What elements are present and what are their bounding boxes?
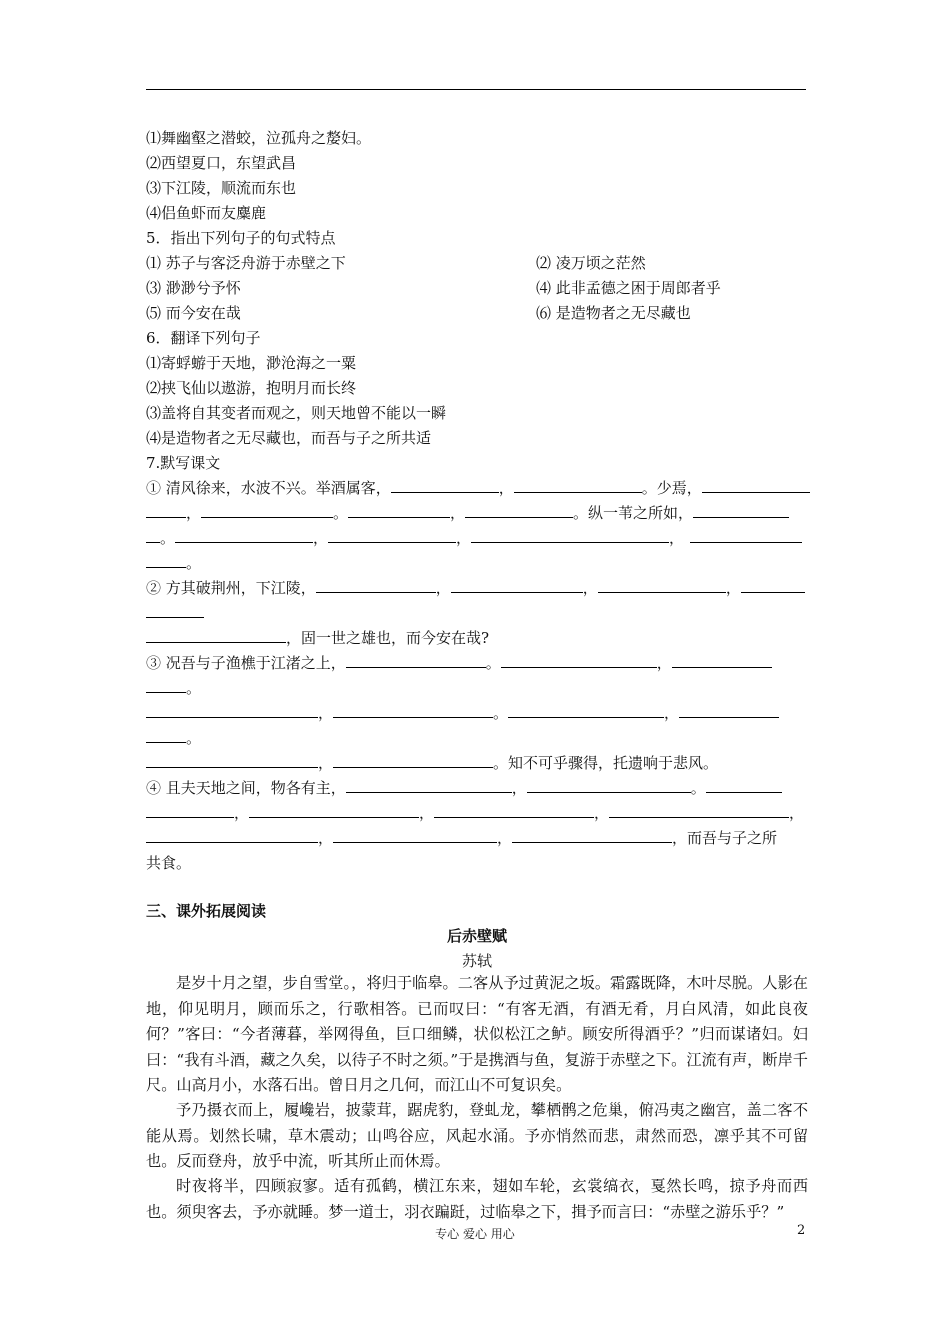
q7-p1-head: ① 清风徐来，水波不兴。举酒属客， [146,479,391,497]
q4-item-4: ⑷侣鱼虾而友麋鹿 [146,204,267,222]
period: 。 [160,529,176,547]
comma: ， [594,804,610,822]
comma: ， [664,704,680,722]
blank[interactable] [346,778,512,793]
header-rule [146,89,806,90]
q7-p4-head: ④ 且夫天地之间，物各有主， [146,779,346,797]
q7-p3-line4 [146,728,808,748]
comma: ， [511,779,527,797]
blank[interactable] [706,778,782,793]
blank[interactable] [693,503,789,518]
comma: ， [435,579,451,597]
q5-row-3 [146,303,808,323]
q5-row-2 [146,278,808,298]
poem-title: 后赤壁赋 [446,927,507,945]
period: 。 [333,504,349,522]
blank[interactable] [146,728,186,743]
blank[interactable] [333,828,497,843]
poem-paragraph-1: 是岁十月之望，步自雪堂。，将归于临皋。二客从予过黄泥之坂。霜露既降，木叶尽脱。人影在地，仰见明月，顾而乐之，行歌相答。已而叹曰：“有客无酒，有酒无肴，月白风清，如此良夜何？”客曰：“今者薄暮，举网得鱼，巨口细鳞，状似松江之鲈。顾安所得酒乎？”归而谋诸妇。妇曰：“我有斗酒，藏之久矣，以待子不时之须。”于是携酒与鱼，复游于赤壁之下。江流有声，断岸千尺。山高月小，水落石出。曾日月之几何，而江山不可复识矣。 [146,974,808,1094]
q4-item-2: ⑵西望夏口，东望武昌 [146,154,297,172]
q5-item-3: ⑶ 渺渺兮予怀 [146,279,241,297]
period: 。 [186,554,202,572]
q4-item-3: ⑶下江陵，顺流而东也 [146,179,297,197]
q7-p1-shao: 。少焉， [641,479,702,497]
blank[interactable] [316,578,436,593]
comma: ， [497,829,513,847]
q7-p1-line2 [146,503,808,523]
blank[interactable] [514,478,642,493]
blank[interactable] [146,703,318,718]
blank[interactable] [741,578,805,593]
comma: ， [186,504,202,522]
q7-p3-line2 [146,678,808,698]
blank[interactable] [527,778,691,793]
blank[interactable] [508,703,664,718]
comma: ， [419,804,435,822]
q7-p1-line3 [146,528,808,548]
q5-row-1 [146,253,808,273]
comma: ， [234,804,250,822]
q7-p4-end: 共食。 [146,854,192,872]
comma: ， [789,804,805,822]
blank[interactable] [690,528,802,543]
poem-paragraph-2: 予乃摄衣而上，履巉岩，披蒙茸，踞虎豹，登虬龙，攀栖鹘之危巢，俯冯夷之幽宫，盖二客不能从焉。划然长啸，草木震动；山鸣谷应，风起水涌。予亦悄然而悲，肃然而恐，凛乎其不可留也。反而登舟，放乎中流，听其所止而休焉。 [146,1101,808,1170]
blank[interactable] [501,653,657,668]
q7-p3-tail: 。知不可乎骤得，托遗响于悲风。 [493,754,719,772]
poem-paragraph-3: 时夜将半，四顾寂寥。适有孤鹤，横江东来，翅如车轮，玄裳缟衣，戛然长鸣，掠予舟而西也。须臾客去，予亦就睡。梦一道士，羽衣蹁跹，过临皋之下，揖予而言曰：“赤壁之游乐乎？” [146,1177,808,1221]
blank[interactable] [146,553,186,568]
blank[interactable] [146,678,186,693]
blank[interactable] [175,528,313,543]
q5-title: 5．指出下列句子的句式特点 [146,229,336,247]
blank[interactable] [333,703,493,718]
q7-p1-zong: 。纵一苇之所如， [573,504,694,522]
comma: ， [318,754,334,772]
blank[interactable] [434,803,594,818]
q6-item-1: ⑴寄蜉蝣于天地，渺沧海之一粟 [146,354,357,372]
q6-item-4: ⑷是造物者之无尽藏也，而吾与子之所共适 [146,429,432,447]
comma: ， [318,704,334,722]
blank[interactable] [201,503,333,518]
blank[interactable] [391,478,499,493]
blank[interactable] [146,628,286,643]
blank[interactable] [146,503,186,518]
blank[interactable] [471,528,669,543]
blank[interactable] [146,528,160,543]
blank[interactable] [146,603,204,618]
q6-title: 6．翻译下列句子 [146,329,261,347]
q7-p3-line3 [146,703,808,723]
q5-item-5: ⑸ 而今安在哉 [146,304,241,322]
q7-p2-tail: ，固一世之雄也，而今安在哉? [286,629,490,647]
comma: ， [313,529,329,547]
q7-p3-head: ③ 况吾与子渔樵于江渚之上， [146,654,346,672]
comma: ， [456,529,472,547]
blank[interactable] [146,828,318,843]
blank[interactable] [328,528,456,543]
comma: ， [656,654,672,672]
q6-item-3: ⑶盖将自其变者而观之，则天地曾不能以一瞬 [146,404,447,422]
period: 。 [690,779,706,797]
comma: ， [498,479,514,497]
period: 。 [186,729,202,747]
comma: ， [725,579,741,597]
q7-p2-line3 [146,628,808,648]
q5-item-2: ⑵ 凌万顷之茫然 [536,254,646,272]
q4-item-1: ⑴舞幽壑之潜蛟，泣孤舟之嫠妇。 [146,129,372,147]
period: 。 [493,704,509,722]
page-footer: 专心 爱心 用心 [435,1227,515,1241]
q5-item-4: ⑷ 此非孟德之困于周郎者乎 [536,279,721,297]
q7-p2-line1 [146,578,808,598]
q7-p4-line2 [146,803,808,823]
q7-p1-line1 [146,478,808,498]
page-number: 2 [797,1223,806,1238]
period: 。 [186,679,202,697]
q5-item-1: ⑴ 苏子与客泛舟游于赤壁之下 [146,254,346,272]
comma: ， [318,829,334,847]
blank[interactable] [679,703,779,718]
q7-p1-line4 [146,553,808,573]
blank[interactable] [348,503,450,518]
section-heading: 三、课外拓展阅读 [146,902,267,920]
q7-p3-line5 [146,753,808,773]
blank[interactable] [451,578,583,593]
blank[interactable] [702,478,810,493]
poem-author: 苏轼 [461,952,492,970]
blank[interactable] [609,803,789,818]
q7-p2-line2 [146,603,808,623]
comma: ， [450,504,466,522]
blank[interactable] [465,503,573,518]
comma: ， [669,529,685,547]
q7-p3-line1 [146,653,808,673]
period: 。 [485,654,501,672]
blank[interactable] [598,578,726,593]
q6-item-2: ⑵挟飞仙以遨游，抱明月而长终 [146,379,357,397]
comma: ， [582,579,598,597]
blank[interactable] [146,753,318,768]
q7-p2-head: ② 方其破荆州，下江陵， [146,579,316,597]
blank[interactable] [249,803,419,818]
q7-p4-line3 [146,828,808,848]
q7-p4-line1 [146,778,808,798]
blank[interactable] [672,653,772,668]
blank[interactable] [333,753,493,768]
blank[interactable] [146,803,234,818]
blank[interactable] [346,653,486,668]
q5-item-6: ⑹ 是造物者之无尽藏也 [536,304,691,322]
blank[interactable] [512,828,672,843]
q7-title: 7.默写课文 [146,454,221,472]
q7-p4-tail: ，而吾与子之所 [672,829,778,847]
